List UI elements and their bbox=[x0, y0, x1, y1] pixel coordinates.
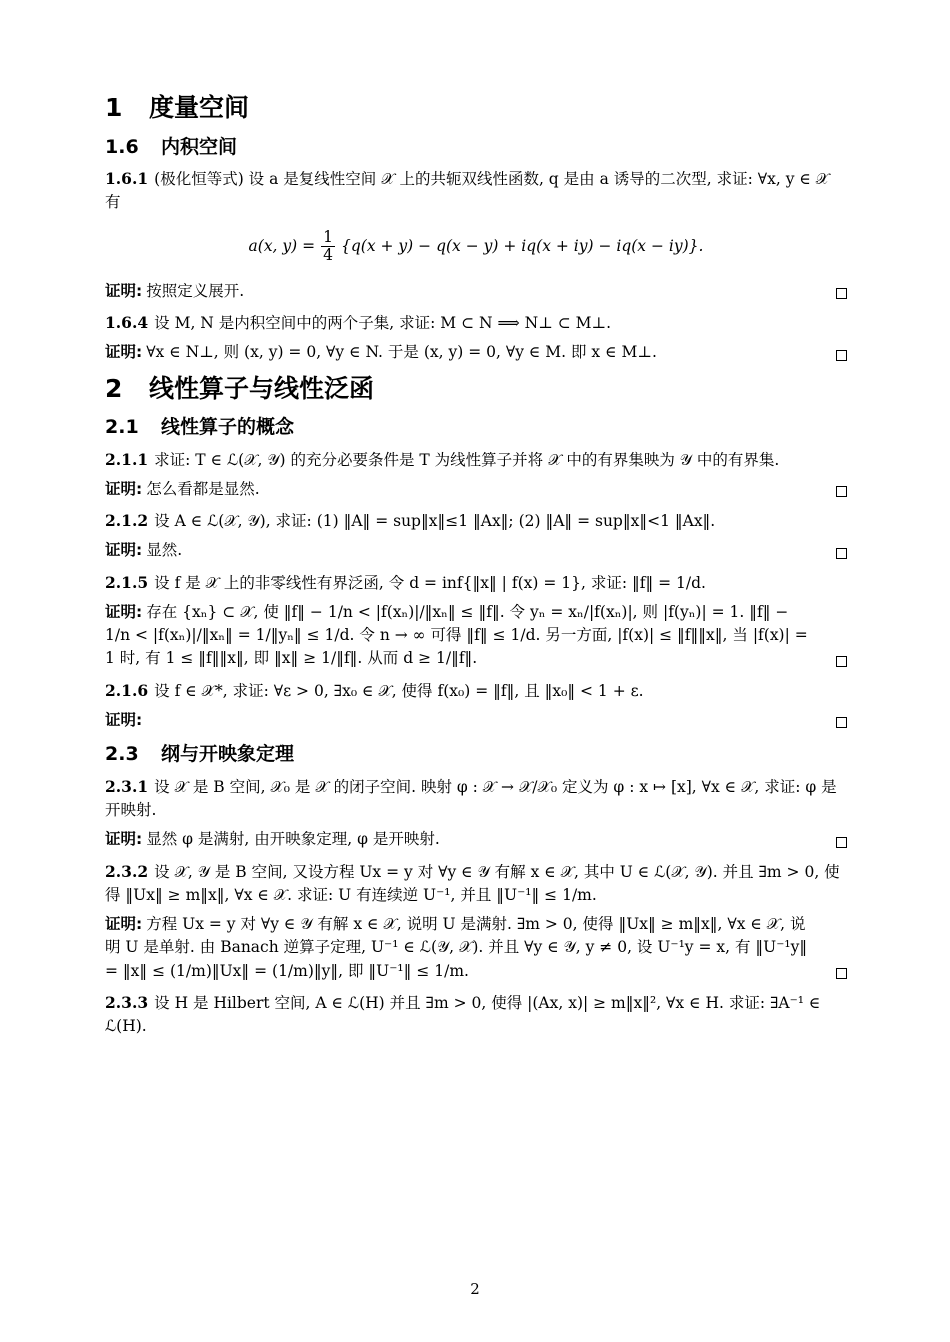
problem-2-1-2: 2.1.2 设 A ∈ ℒ(𝒳, 𝒴), 求证: (1) ‖A‖ = sup‖x‖≤1 ‖Ax‖; (2) ‖A‖ = sup‖x‖<1 ‖Ax‖. bbox=[105, 511, 716, 531]
proof-2-1-6: 证明: bbox=[105, 709, 847, 732]
qed-square-icon bbox=[836, 968, 847, 979]
proof-2-3-1: 证明: 显然 φ 是满射, 由开映象定理, φ 是开映射. bbox=[105, 828, 847, 851]
proof-2-1-2: 证明: 显然. bbox=[105, 539, 847, 562]
page-content bbox=[105, 92, 847, 1044]
problem-2-3-2: 2.3.2 设 𝒳, 𝒴 是 B 空间, 又设方程 Ux = y 对 ∀y ∈ 𝒴 有解 x ∈ 𝒳, 其中 U ∈ ℒ(𝒳, 𝒴). 并且 ∃m > 0, 使得 ‖Ux‖ ≥ m‖x‖, ∀x ∈ 𝒳. 求证: U 有连续逆 U⁻¹, 并且 ‖U⁻¹‖ ≤ 1/m. bbox=[105, 861, 840, 904]
page-number: 2 bbox=[470, 1280, 480, 1298]
proof-2-1-1: 证明: 怎么看都是显然. bbox=[105, 478, 847, 501]
proof-1-6-4: 证明: ∀x ∈ N⊥, 则 (x, y) = 0, ∀y ∈ N. 于是 (x, y) = 0, ∀y ∈ M. 即 x ∈ M⊥. bbox=[105, 341, 847, 364]
subsection-heading-2-3: 2.3 纲与开映象定理 bbox=[105, 743, 295, 766]
proof-1-6-1: 证明: 按照定义展开. bbox=[105, 280, 847, 303]
qed-square-icon bbox=[836, 717, 847, 728]
problem-2-1-6: 2.1.6 设 f ∈ 𝒳*, 求证: ∀ε > 0, ∃x₀ ∈ 𝒳, 使得 f(x₀) = ‖f‖, 且 ‖x₀‖ < 1 + ε. bbox=[105, 680, 644, 700]
proof-2-3-2: 证明: 方程 Ux = y 对 ∀y ∈ 𝒴 有解 x ∈ 𝒳, 说明 U 是满射. ∃m > 0, 使得 ‖Ux‖ ≥ m‖x‖, ∀x ∈ 𝒳, 说明 U 是单射. 由 Banach 逆算子定理, U⁻¹ ∈ ℒ(𝒴, 𝒳). 并且 ∀y ∈ 𝒴, y ≠ 0, 设 U⁻¹y = x, 有 ‖U⁻¹y‖ = ‖x‖ ≤ (1/m)‖Ux‖ = (1/m)‖y‖, 即 ‖U⁻¹‖ ≤ 1/m. bbox=[105, 913, 847, 983]
fraction-one-quarter: $\frac{1}{4}$ bbox=[323, 227, 334, 264]
qed-square-icon bbox=[836, 837, 847, 848]
problem-1-6-4: 1.6.4 设 M, N 是内积空间中的两个子集, 求证: M ⊂ N ⟹ N⊥ ⊂ M⊥. bbox=[105, 313, 612, 333]
section-heading-2: 2 线性算子与线性泛函 bbox=[105, 373, 375, 403]
section-heading-1: 1 度量空间 bbox=[105, 93, 250, 122]
qed-square-icon bbox=[836, 288, 847, 299]
qed-square-icon bbox=[836, 350, 847, 361]
qed-square-icon bbox=[836, 486, 847, 497]
problem-2-3-1: 2.3.1 设 𝒳 是 B 空间, 𝒳₀ 是 𝒳 的闭子空间. 映射 φ : 𝒳 → 𝒳/𝒳₀ 定义为 φ : x ↦ [x], ∀x ∈ 𝒳, 求证: φ 是开映射. bbox=[105, 776, 837, 820]
proof-2-1-5: 证明: 存在 {xₙ} ⊂ 𝒳, 使 ‖f‖ − 1/n < |f(xₙ)|/‖xₙ‖ ≤ ‖f‖. 令 yₙ = xₙ/|f(xₙ)|, 则 |f(yₙ)| = 1. ‖f‖ − 1/n < |f(xₙ)|/‖xₙ‖ = 1/‖yₙ‖ ≤ 1/d. 令 n → ∞ 可得 ‖f‖ ≤ 1/d. 另一方面, |f(x)| ≤ ‖f‖‖x‖, 当 |f(x)| = 1 时, 有 1 ≤ ‖f‖‖x‖, 即 ‖x‖ ≥ 1/‖f‖. 从而 d ≥ 1/‖f‖. bbox=[105, 601, 847, 671]
qed-square-icon bbox=[836, 548, 847, 559]
problem-1-6-1: 1.6.1 (极化恒等式) 设 a 是复线性空间 𝒳 上的共轭双线性函数, q 是由 a 诱导的二次型, 求证: ∀x, y ∈ 𝒳 有 bbox=[105, 169, 830, 212]
qed-square-icon bbox=[836, 656, 847, 667]
problem-2-1-1: 2.1.1 求证: T ∈ ℒ(𝒳, 𝒴) 的充分必要条件是 T 为线性算子并将 𝒳 中的有界集映为 𝒴 中的有界集. bbox=[105, 449, 780, 469]
subsection-heading-2-1: 2.1 线性算子的概念 bbox=[105, 416, 295, 439]
problem-2-3-3: 2.3.3 设 H 是 Hilbert 空间, A ∈ ℒ(H) 并且 ∃m > 0, 使得 |(Ax, x)| ≥ m‖x‖², ∀x ∈ H. 求证: ∃A⁻¹ ∈ ℒ(H). bbox=[105, 992, 821, 1036]
equation-polarization: a(x, y) = $\frac{1}{4}$ {q(x + y) − q(x − y) + iq(x + iy) − iq(x − iy)}. bbox=[248, 227, 704, 264]
subsection-heading-1-6: 1.6 内积空间 bbox=[105, 135, 238, 158]
problem-2-1-5: 2.1.5 设 f 是 𝒳 上的非零线性有界泛函, 令 d = inf{‖x‖ | f(x) = 1}, 求证: ‖f‖ = 1/d. bbox=[105, 572, 706, 592]
